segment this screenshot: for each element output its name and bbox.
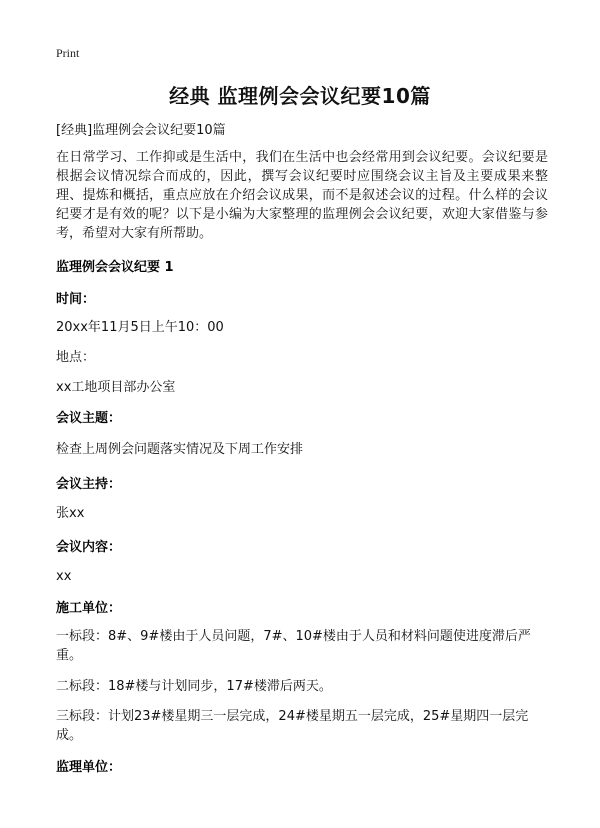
print-label: Print <box>56 46 80 60</box>
time-value: 20xx年11月5日上午10：00 <box>56 320 224 335</box>
supervision-unit-label: 监理单位： <box>56 760 122 775</box>
section-two-progress: 二标段：18#楼与计划同步，17#楼滞后两天。 <box>56 679 332 694</box>
section-title: 监理例会会议纪要 1 <box>56 260 174 275</box>
construction-unit-label: 施工单位： <box>56 601 122 616</box>
topic-value: 检查上周例会问题落实情况及下周工作安排 <box>56 442 304 457</box>
time-label: 时间： <box>56 292 96 307</box>
content-label: 会议内容： <box>56 540 122 555</box>
document-subtitle: [经典]监理例会会议纪要10篇 <box>56 123 226 138</box>
content-value: xx <box>56 569 72 584</box>
intro-paragraph: 在日常学习、工作抑或是生活中，我们在生活中也会经常用到会议纪要。会议纪要是根据会议情况综合而成的，因此，撰写会议纪要时应围绕会议主旨及主要成果来整理、提炼和概括，重点应放在介绍会议成果，而不是叙述会议的过程。什么样的会议纪要才是有效的呢？以下是小编为大家整理的监理例会会议纪要，欢迎大家借鉴与参考，希望对大家有所帮助。 <box>56 150 548 241</box>
section-three-progress: 三标段：计划23#楼星期三一层完成，24#楼星期五一层完成，25#星期四一层完成。 <box>56 709 529 743</box>
place-value: xx工地项目部办公室 <box>56 380 176 395</box>
topic-label: 会议主题： <box>56 411 122 426</box>
host-value: 张xx <box>56 506 85 521</box>
place-label: 地点： <box>56 350 96 365</box>
document-title: 经典 监理例会会议纪要10篇 <box>169 84 431 108</box>
section-one-progress: 一标段：8#、9#楼由于人员问题，7#、10#楼由于人员和材料问题使进度滞后严重。 <box>56 629 531 663</box>
host-label: 会议主持： <box>56 477 122 492</box>
